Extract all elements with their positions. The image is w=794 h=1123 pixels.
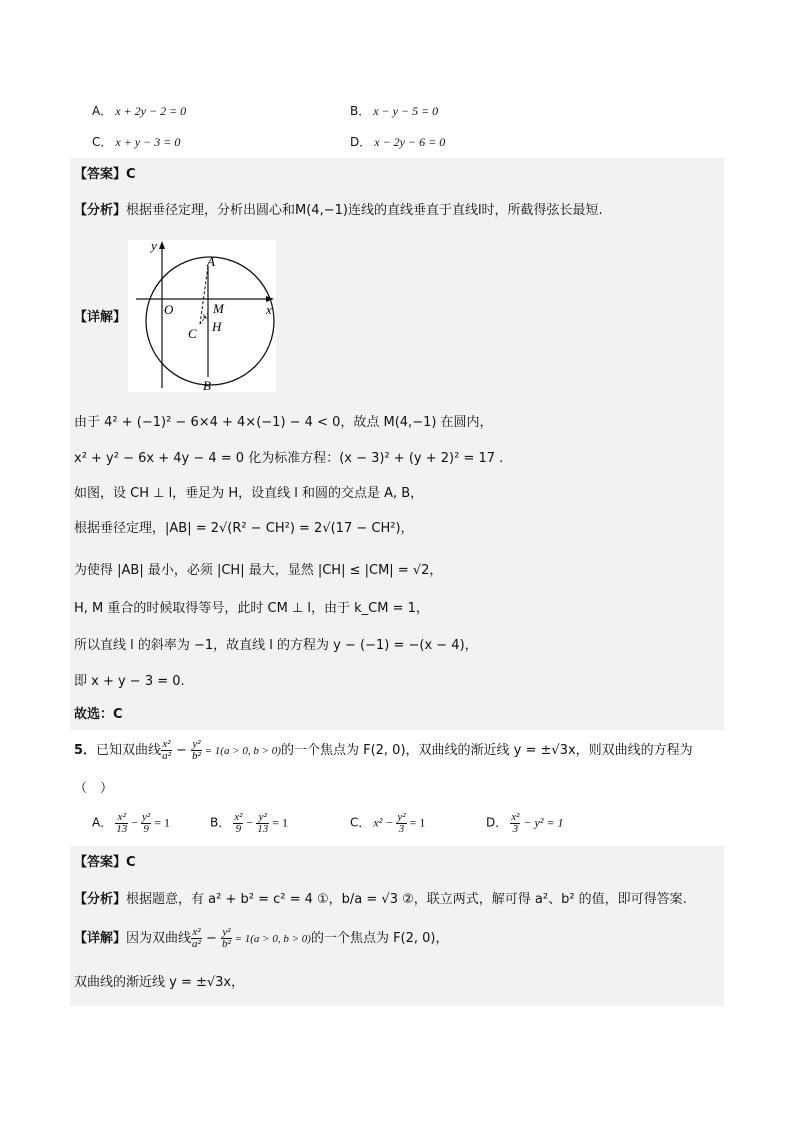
detail-tag-q4: 【详解】 <box>74 310 127 325</box>
analysis-line-q4: 【分析】根据垂径定理，分析出圆心和M(4,−1)连线的直线垂直于直线l时，所截得弦长最短. <box>74 203 603 218</box>
detail-line-q5-2: 双曲线的渐近线 y = ±√3x， <box>74 975 245 990</box>
detail-line-2: x² + y² − 6x + 4y − 4 = 0 化为标准方程：(x − 3)² + (y + 2)² = 17 . <box>74 451 504 466</box>
detail-line-9: 故选：C <box>74 707 123 722</box>
q5-paren: （ ） <box>74 781 114 796</box>
circle-figure <box>128 240 276 392</box>
analysis-line-q5: 【分析】根据题意，有 a² + b² = c² = 4 ①，b/a = √3 ②，联立两式，解可得 a²、b² 的值，即可得答案. <box>74 892 687 907</box>
label-h: H <box>212 319 222 334</box>
detail-line-4: 根据垂径定理，|AB| = 2√(R² − CH²) = 2√(17 − CH²)， <box>74 521 414 536</box>
option-b: B． x − y − 5 = 0 <box>350 104 439 118</box>
label-y: y <box>151 240 157 253</box>
option-d: D． x − 2y − 6 = 0 <box>350 135 446 149</box>
label-a: A <box>207 254 215 269</box>
detail-line-6: H, M 重合的时候取得等号，此时 CM ⊥ l，由于 k_CM = 1， <box>74 601 429 616</box>
detail-line-1: 由于 4² + (−1)² − 6×4 + 4×(−1) − 4 < 0，故点 M(4,−1) 在圆内， <box>74 415 493 430</box>
label-o: O <box>164 302 174 317</box>
q5-option-b: B． $\frac{\text{x²}}{9}$ − $\frac{\text{y²}}{13}$ = 1 <box>210 811 288 835</box>
answer-line-q5: 【答案】C <box>74 855 136 870</box>
label-m: M <box>213 301 224 316</box>
detail-line-8: 即 x + y − 3 = 0. <box>74 674 185 689</box>
q5-stem: 5．已知双曲线 $\frac{\text{x²}}{\text{a²}}$ − $\frac{\text{y²}}{\text{b²}}$ = 1(a > 0, b > 0)的一个焦点为 F(2, 0)，双曲线的渐近线 y = ±√3x，则双曲线的方程为 <box>74 738 693 762</box>
label-b: B <box>203 378 211 392</box>
option-c: C． x + y − 3 = 0 <box>92 135 181 149</box>
label-c: C <box>188 326 197 341</box>
option-a: A． x + 2y − 2 = 0 <box>92 104 187 118</box>
detail-line-7: 所以直线 l 的斜率为 −1，故直线 l 的方程为 y − (−1) = −(x − 4)， <box>74 638 478 653</box>
label-x: x <box>266 302 272 317</box>
detail-line-3: 如图，设 CH ⊥ l，垂足为 H，设直线 l 和圆的交点是 A, B， <box>74 486 424 501</box>
detail-line-q5-1: 【详解】因为双曲线 $\frac{\text{x²}}{\text{a²}}$ − $\frac{\text{y²}}{\text{b²}}$ = 1(a > 0, b > 0)的一个焦点为 F(2, 0)， <box>74 926 449 950</box>
detail-line-5: 为使得 |AB| 最小，必须 |CH| 最大，显然 |CH| ≤ |CM| = √2， <box>74 563 443 578</box>
answer-line-q4: 【答案】C <box>74 167 136 182</box>
q5-option-d: D． $\frac{\text{x²}}{3}$ − y² = 1 <box>486 811 564 835</box>
q5-option-a: A． $\frac{\text{x²}}{13}$ − $\frac{\text{y²}}{9}$ = 1 <box>92 811 170 835</box>
q5-option-c: C． x² − $\frac{\text{y²}}{3}$ = 1 <box>350 811 426 835</box>
